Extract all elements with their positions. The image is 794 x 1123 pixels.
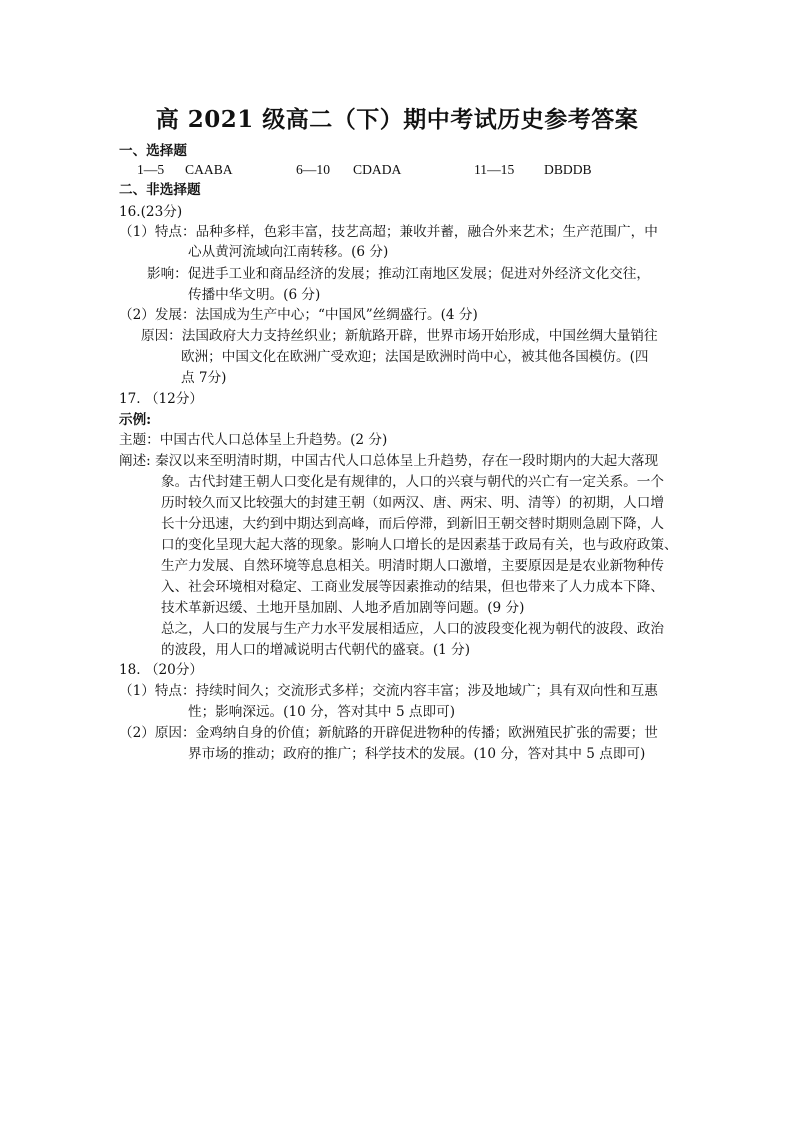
answer-key-2: CDADA [353,162,402,177]
q18-part2-line2: 界市场的推动；政府的推广；科学技术的发展。(10 分，答对其中 5 点即可) [188,746,646,762]
q16-part4-line2: 欧洲；中国文化在欧洲广受欢迎；法国是欧洲时尚中心，被其他各国模仿。(四 [181,349,649,365]
q16-part1-line2: 心从黄河流域向江南转移。(6 分) [188,244,389,260]
q17-elaboration-line3: 历时较久而又比较强大的封建王朝（如两汉、唐、两宋、明、清等）的初期，人口增 [161,495,664,511]
q17-header: 17. （12分） [119,391,204,407]
q16-part4-line3: 点 7分) [181,370,227,386]
q16-part2-line1: 影响：促进手工业和商品经济的发展；推动江南地区发展；促进对外经济文化交往， [147,266,650,282]
answer-range-1: 1—5 [137,162,165,177]
q17-elaboration-line7: 入、社会环境相对稳定、工商业发展等因素推动的结果，但也带来了人力成本下降、 [161,579,664,595]
q16-part1-line1: （1）特点：品种多样，色彩丰富，技艺高超；兼收并蓄，融合外来艺术；生产范围广，中 [119,224,658,240]
q17-theme: 主题：中国古代人口总体呈上升趋势。(2 分) [119,432,388,448]
q17-elaboration-line4: 长十分迅速，大约到中期达到高峰，而后停滞，到新旧王朝交替时期则急剧下降，人 [161,516,664,532]
q17-elaboration-line1: 阐述: 秦汉以来至明清时期，中国古代人口总体呈上升趋势，存在一段时期内的大起大落现 [119,453,659,469]
q18-header: 18. （20分） [119,662,204,678]
q16-part2-line2: 传播中华文明。(6 分) [188,287,321,303]
q18-part1-line1: （1）特点：持续时间久；交流形式多样；交流内容丰富；涉及地域广；具有双向性和互惠 [119,683,658,699]
q18-part1-line2: 性；影响深远。(10 分，答对其中 5 点即可) [188,704,456,720]
q17-example-label: 示例: [119,412,152,428]
section-heading-non-choice: 二、非选择题 [119,182,201,198]
q17-elaboration-line5: 口的变化呈现大起大落的现象。影响人口增长的是因素基于政局有关，也与政府政策、 [161,537,678,553]
q16-header: 16.(23分) [119,204,183,220]
q18-part2-line1: （2）原因：金鸡纳自身的价值；新航路的开辟促进物种的传播；欧洲殖民扩张的需要；世 [119,725,658,741]
q17-elaboration-line8: 技术革新迟缓、土地开垦加剧、人地矛盾加剧等问题。(9 分) [161,600,525,616]
q17-elaboration-line2: 象。古代封建王朝人口变化是有规律的，人口的兴衰与朝代的兴亡有一定关系。一个 [161,474,664,490]
q17-elaboration-line6: 生产力发展、自然环境等息息相关。明清时期人口激增，主要原因是是农业新物种传 [161,558,664,574]
q16-part4-line1: 原因：法国政府大力支持丝织业；新航路开辟，世界市场开始形成，中国丝绸大量销往 [141,328,658,344]
q17-conclusion-line1: 总之，人口的发展与生产力水平发展相适应，人口的波段变化视为朝代的波段、政治 [161,621,664,637]
answer-range-2: 6—10 [296,162,330,177]
page-title: 高 2021 级高二（下）期中考试历史参考答案 [155,106,639,133]
answer-key-3: DBDDB [544,162,592,177]
answer-range-3: 11—15 [474,162,515,177]
section-heading-choice: 一、选择题 [119,143,187,159]
answer-key-1: CAABA [185,162,233,177]
q16-part3-line1: （2）发展：法国成为生产中心；“中国风”丝绸盛行。(4 分) [119,307,478,323]
q17-conclusion-line2: 的波段，用人口的增减说明古代朝代的盛衰。(1 分) [161,642,471,658]
